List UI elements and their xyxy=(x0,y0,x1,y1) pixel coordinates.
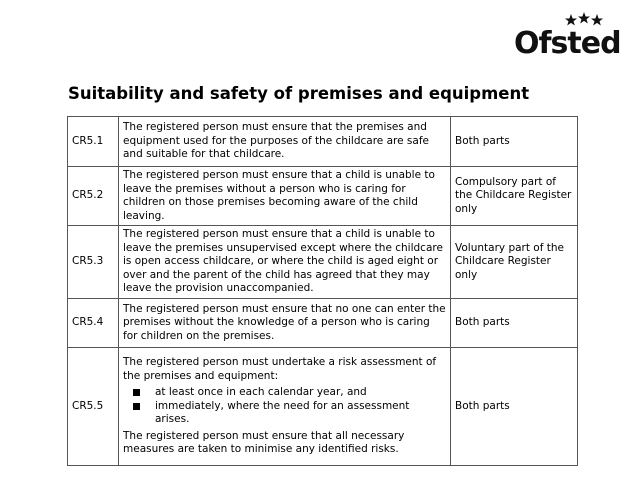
requirement-applies: Both parts xyxy=(451,117,578,167)
requirement-code: CR5.1 xyxy=(68,117,119,167)
requirement-text: The registered person must ensure that a child is unable to leave the premises without a person who is caring for children on those premises becoming aware of the child leaving. xyxy=(119,167,451,226)
requirement-applies: Voluntary part of the Childcare Register only xyxy=(451,226,578,299)
requirement-outro: The registered person must ensure that all necessary measures are taken to minimise any identified risks. xyxy=(123,429,405,456)
page-title: Suitability and safety of premises and equipment xyxy=(68,84,530,103)
requirements-table xyxy=(67,116,578,466)
requirement-applies: Both parts xyxy=(451,348,578,466)
list-item: at least once in each calendar year, and xyxy=(155,386,446,400)
table-row xyxy=(68,226,578,299)
requirement-bullets xyxy=(123,386,446,427)
list-item: immediately, where the need for an assessment arises. xyxy=(155,400,446,427)
table-row xyxy=(68,117,578,167)
table-row xyxy=(68,299,578,348)
requirement-code: CR5.4 xyxy=(68,299,119,348)
requirement-intro: The registered person must undertake a risk assessment of the premises and equipment: xyxy=(123,356,437,382)
requirement-applies: Compulsory part of the Childcare Register only xyxy=(451,167,578,226)
requirement-text: The registered person must ensure that no one can enter the premises without the knowledge of a person who is caring for children on the premises. xyxy=(119,299,451,348)
requirement-text: The registered person must ensure that the premises and equipment used for the purposes of the childcare are safe and suitable for that childcare. xyxy=(119,117,451,167)
table-row xyxy=(68,167,578,226)
table-row xyxy=(68,348,578,466)
requirement-text: The registered person must ensure that a child is unable to leave the premises unsupervised except where the childcare is open access childcare, or where the child is aged eight or over and the parent of the child has agreed that they may leave the provision unaccompanied. xyxy=(119,226,451,299)
ofsted-logo xyxy=(514,12,621,64)
requirement-code: CR5.2 xyxy=(68,167,119,226)
requirement-applies: Both parts xyxy=(451,299,578,348)
ofsted-logo-text: Ofsted xyxy=(514,26,621,61)
requirement-text xyxy=(119,348,451,466)
requirement-code: CR5.3 xyxy=(68,226,119,299)
requirement-code: CR5.5 xyxy=(68,348,119,466)
